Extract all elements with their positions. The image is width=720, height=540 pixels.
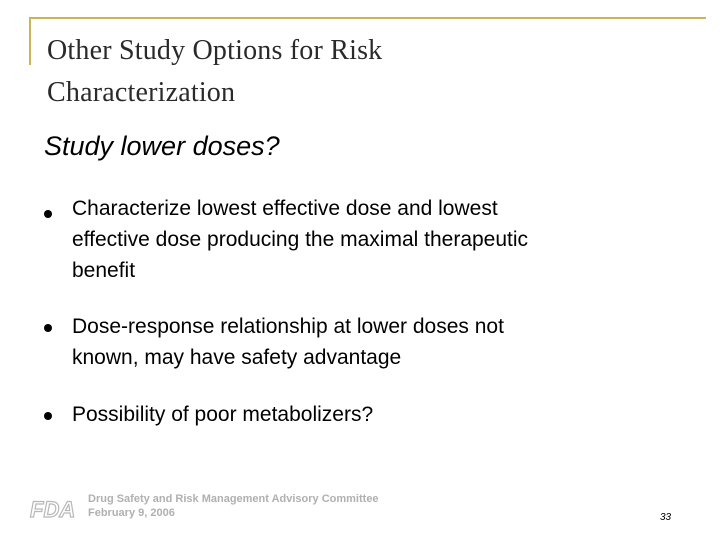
bullet-dot-icon: [44, 324, 52, 332]
bullet-text: [72, 311, 672, 373]
slide-title: [47, 30, 382, 114]
fda-logo-icon: [29, 496, 77, 520]
slide-title-line-2: Characterization: [47, 77, 236, 108]
bullet-text: [72, 193, 672, 286]
fda-logo-text: FDA: [30, 497, 76, 520]
frame-top-rule: [29, 17, 706, 19]
page-number: 33: [660, 512, 672, 523]
slide-subtitle: Study lower doses?: [44, 131, 280, 161]
bullet-dot-icon: [44, 412, 52, 420]
bullet-text-line: benefit: [72, 259, 136, 282]
bullet-text-line: effective dose producing the maximal therapeutic: [72, 228, 529, 251]
bullet-dot-icon: [44, 210, 52, 218]
bullet-text: [72, 399, 672, 430]
slide-title-line-1: Other Study Options for Risk: [47, 35, 383, 66]
bullet-text-line: Possibility of poor metabolizers?: [72, 403, 374, 426]
frame-left-rule: [29, 17, 31, 65]
bullet-text-line: Dose-response relationship at lower doses not: [72, 315, 504, 338]
footer-date: February 9, 2006: [88, 507, 175, 519]
bullet-text-line: Characterize lowest effective dose and lowest: [72, 197, 498, 220]
footer-committee: Drug Safety and Risk Management Advisory Committee: [88, 493, 379, 505]
bullet-text-line: known, may have safety advantage: [72, 346, 402, 369]
